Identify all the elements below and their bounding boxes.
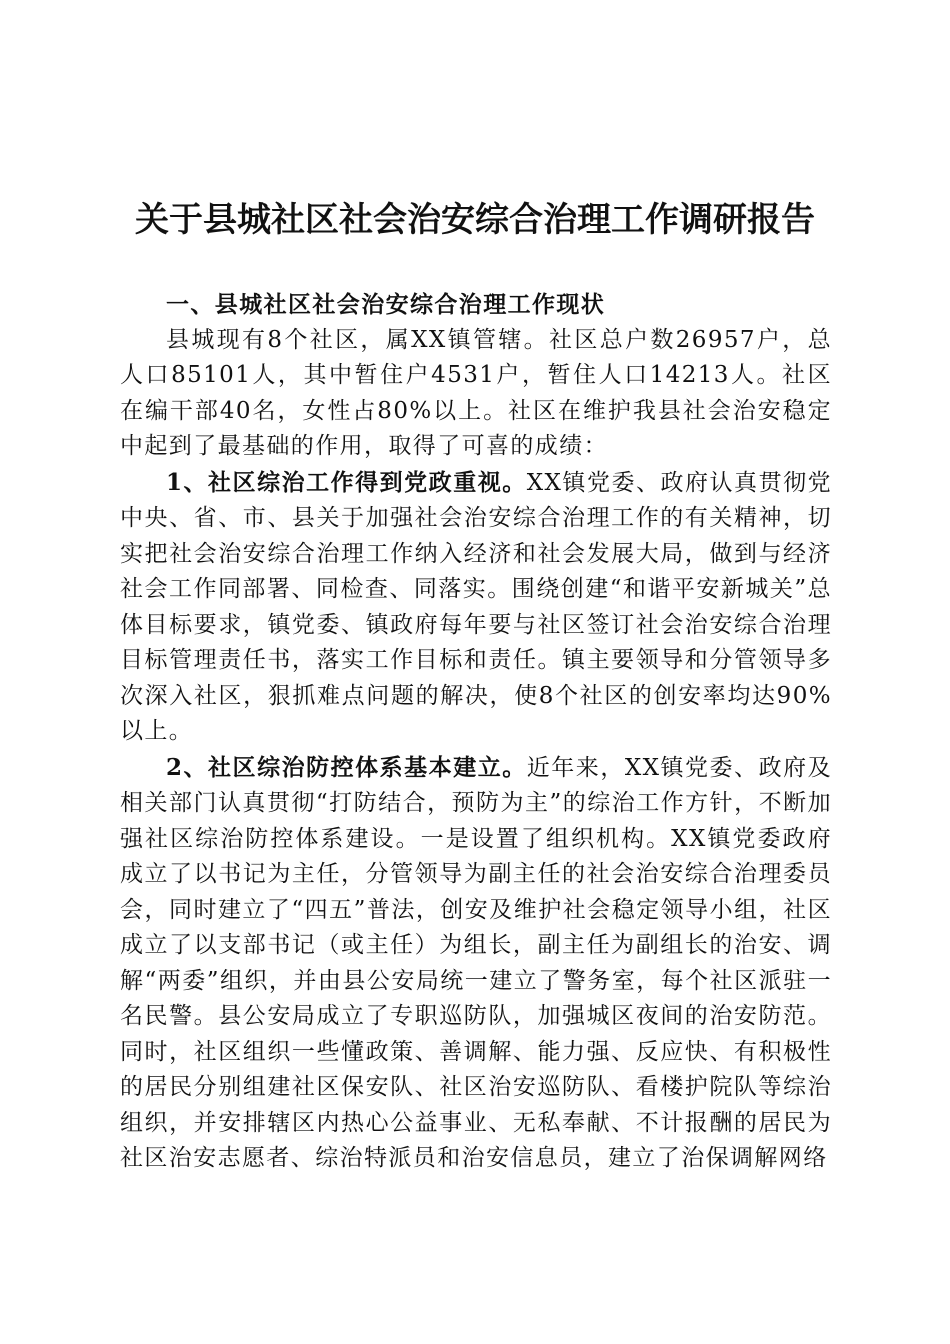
document-title: 关于县城社区社会治安综合治理工作调研报告 (135, 200, 815, 240)
document-body (120, 287, 832, 1177)
item-1-text: XX镇党委、政府认真贯彻党中央、省、市、县关于加强社会治安综合治理工作的有关精神，切实把社会治安综合治理工作纳入经济和社会发展大局，做到与经济社会工作同部署、同检查、同落实。围绕创建“和谐平安新城关”总体目标要求，镇党委、镇政府每年要与社区签订社会治安综合治理目标管理责任书，落实工作目标和责任。镇主要领导和分管领导多次深入社区，狠抓难点问题的解决，使8个社区的创安率均达90%以上。 (120, 469, 832, 744)
item-1-lead: 1、社区综治工作得到党政重视。 (166, 468, 527, 496)
item-2-text: 近年来，XX镇党委、政府及相关部门认真贯彻“打防结合，预防为主”的综治工作方针，不断加强社区综治防控体系建设。一是设置了组织机构。XX镇党委政府成立了以书记为主任，分管领导为副主任的社会治安综合治理委员会，同时建立了“四五”普法，创安及维护社会稳定领导小组，社区成立了以支部书记（或主任）为组长，副主任为副组长的治安、调解“两委”组织，并由县公安局统一建立了警务室，每个社区派驻一名民警。县公安局成立了专职巡防队，加强城区夜间的治安防范。同时，社区组织一些懂政策、善调解、能力强、反应快、有积极性的居民分别组建社区保安队、社区治安巡防队、看楼护院队等综治组织，并安排辖区内热心公益事业、无私奉献、不计报酬的居民为社区治安志愿者、综治特派员和治安信息员，建立了治保调解网络 (120, 754, 832, 1171)
paragraph-status: 县城现有8个社区，属XX镇管辖。社区总户数26957户，总人口85101人，其中暂住户4531户，暂住人口14213人。社区在编干部40名，女性占80%以上。社区在维护我县社会治安稳定中起到了最基础的作用，取得了可喜的成绩： (120, 326, 832, 459)
section-heading: 一、县城社区社会治安综合治理工作现状 (166, 291, 606, 318)
paragraph-item-1 (120, 465, 832, 750)
item-2-lead: 2、社区综治防控体系基本建立。 (166, 753, 527, 781)
paragraph-item-2 (120, 750, 832, 1177)
